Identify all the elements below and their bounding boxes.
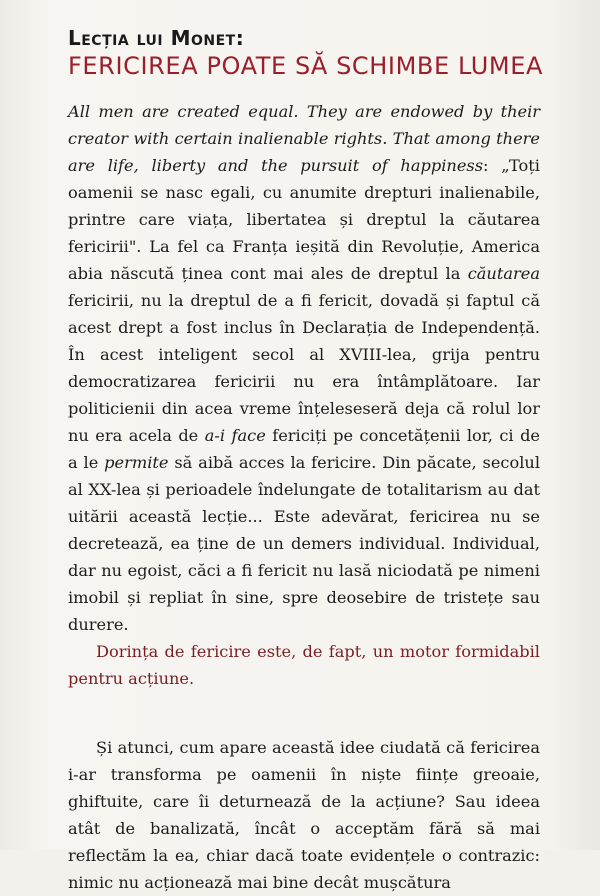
paragraph-2-highlight: Dorința de fericire este, de fapt, un motor formidabil pentru acțiune.	[68, 642, 540, 688]
paragraph-1-part-d: să aibă acces la fericire. Din păcate, secolul al XX-lea și perioadele îndelungate de totalitarism au dat uitării această lecție... Este adevărat, fericirea nu se decretează, ea ține de un demers individual. Individual, dar nu egoist, căci a fi fericit nu lasă niciodată pe nimeni imobil și repliat în sine, spre deosebire de tristețe sau durere.	[68, 453, 540, 634]
paragraph-1-part-a: : „Toți oamenii se nasc egali, cu anumite drepturi inalienabile, printre care viața, libertatea și dreptul la căutarea fericirii". La fel ca Franța ieșită din Revoluție, America abia născută ținea cont mai ales de dreptul la	[68, 156, 540, 283]
section-title: FERICIREA POATE SĂ SCHIMBE LUMEA	[68, 52, 543, 80]
emphasis-permite: permite	[104, 453, 169, 472]
paragraph-1-part-b: fericirii, nu la dreptul de a fi fericit, dovadă și faptul că acest drept a fost inclus în Declarația de Independență. În acest inteligent secol al XVIII-lea, grija pentru democratizarea fericirii nu era întâmplătoare. Iar politicienii din acea vreme înțeleseseră deja că rolul lor nu era acela de	[68, 291, 540, 445]
english-quote: All men are created equal. They are endowed by their creator with certain inalienable rights. That among there are life, liberty and the pursuit of happiness	[68, 102, 540, 175]
paragraph-1-part-c: fericiți pe concetățenii lor, ci de a le	[68, 426, 541, 472]
section-kicker: Lecția lui Monet:	[68, 26, 245, 50]
emphasis-a-i-face: a-i face	[204, 426, 266, 445]
emphasis-cautarea: căutarea	[467, 264, 540, 283]
paragraph-3: Și atunci, cum apare această idee ciudată că fericirea i-ar transforma pe oamenii în niște ființe greoaie, ghiftuite, care îi deturnează de la acțiune? Sau ideea atât de banalizată, încât o acceptăm fără să mai reflectăm la ea, chiar dacă toate evidențele o contrazic: nimic nu acționează mai bine decât mușcătura	[68, 738, 540, 892]
paragraph-1	[68, 98, 540, 638]
body-text	[68, 98, 540, 896]
